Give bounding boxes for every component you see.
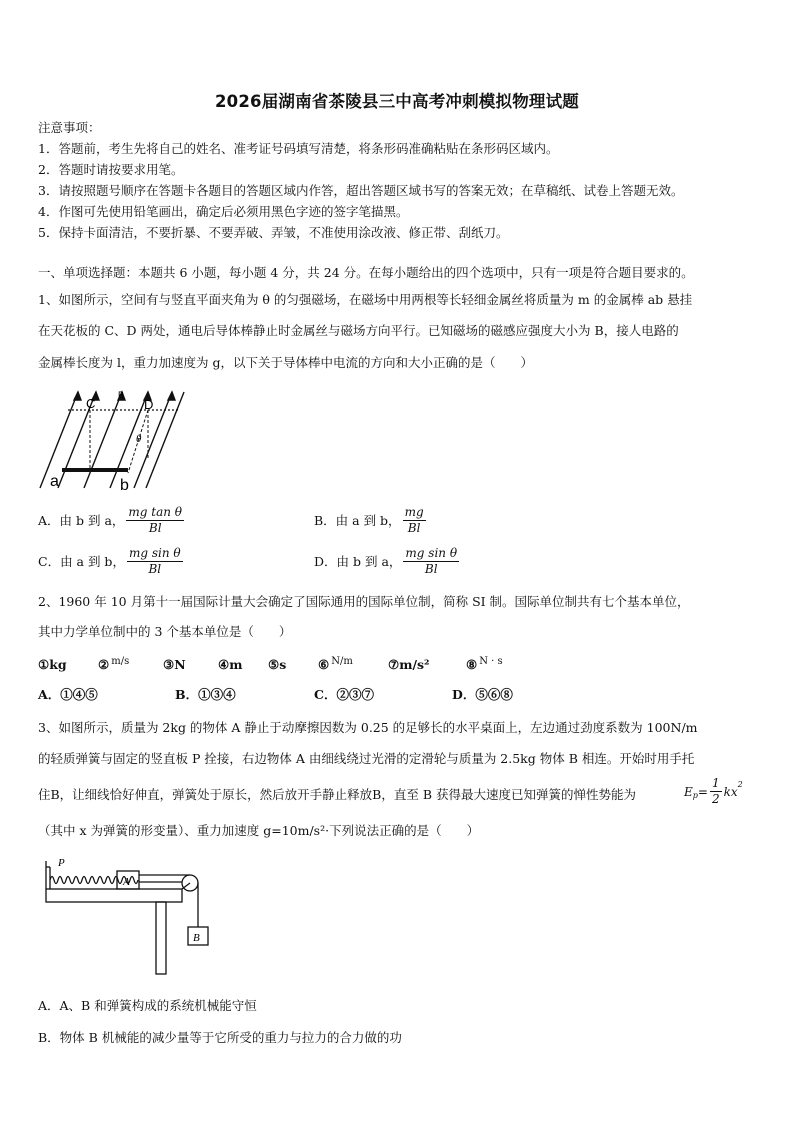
denominator: Bl [148, 521, 162, 535]
denominator: 2 [711, 792, 720, 806]
numerator: 1 [711, 776, 720, 790]
q2-text-line: 其中力学单位制中的 3 个基本单位是（ ） [38, 624, 292, 639]
notice-item: 2．答题时请按要求用笔。 [38, 162, 184, 177]
q2-option-d[interactable]: D．⑤⑥⑧ [452, 687, 513, 702]
unit-item: ⑦m/s² [388, 657, 430, 672]
q1-option-b[interactable] [314, 505, 428, 536]
numerator: mg sin θ [405, 546, 458, 560]
label-a: A [123, 876, 130, 888]
unit-item: ② $^{m/s}$ [98, 656, 130, 672]
denominator: Bl [424, 562, 438, 576]
q3-text-line: （其中 x 为弹簧的形变量）、重力加速度 g=10m/s²·下列说法正确的是（ ） [38, 823, 480, 838]
formula-rhs: kx [723, 784, 738, 799]
q1-option-a[interactable] [38, 505, 186, 536]
q1-text-line: 1、如图所示，空间有与竖直平面夹角为 θ 的匀强磁场，在磁场中用两根等长轻细金属丝将质量为 m 的金属棒 ab 悬挂 [38, 292, 693, 307]
q2-text-line: 2、1960 年 10 月第十一届国际计量大会确定了国际通用的国际单位制，简称 SI 制。国际单位制共有七个基本单位， [38, 594, 690, 609]
q3-text-line: 住B，让细线恰好伸直，弹簧处于原长，然后放开手静止释放B，直至 B 获得最大速度已知弹簧的惮性势能为 [38, 787, 637, 802]
label-d: D [144, 397, 154, 412]
fraction [126, 505, 184, 536]
q3-option-a[interactable]: A．A、B 和弹簧构成的系统机械能守恒 [38, 998, 257, 1013]
page-title: 2026届湖南省茶陵县三中高考冲刺模拟物理试题 [214, 92, 580, 111]
q3-spring-pulley-figure [40, 853, 210, 977]
q1-text-line: 金属棒长度为 l，重力加速度为 g，以下关于导体棒中电流的方向和大小正确的是（ ） [38, 355, 533, 370]
fraction [403, 546, 459, 577]
section-heading: 一、单项选择题：本题共 6 小题，每小题 4 分，共 24 分。在每小题给出的四个选项中，只有一项是符合题目要求的。 [38, 265, 694, 280]
option-label: C．由 a 到 b， [38, 553, 125, 569]
label-theta: θ [136, 433, 142, 445]
q2-option-c[interactable]: C．②③⑦ [314, 687, 374, 702]
unit-item: ⑧ $^{N \cdot s}$ [466, 656, 503, 672]
notice-item: 3．请按照题号顺序在答题卡各题目的答题区域内作答，超出答题区域书写的答案无效；在草稿纸、试卷上答题无效。 [38, 183, 684, 198]
q1-magnetic-field-figure [38, 388, 188, 494]
label-b-field: B [118, 390, 125, 400]
q3-option-b[interactable]: B．物体 B 机械能的减少量等于它所受的重力与拉力的合力做的功 [38, 1030, 402, 1045]
q2-option-b[interactable]: B．①③④ [175, 687, 236, 702]
notice-heading: 注意事项： [38, 120, 101, 135]
elastic-energy-formula [684, 776, 743, 807]
q3-text-line: 3、如图所示，质量为 2kg 的物体 A 静止于动摩擦因数为 0.25 的足够长的水平桌面上，左边通过劲度系数为 100N/m [38, 720, 698, 735]
numerator: mg [404, 505, 424, 519]
formula-lhs: E [684, 784, 693, 799]
option-label: B．由 a 到 b， [314, 512, 401, 528]
q1-option-c[interactable] [38, 546, 185, 577]
label-b: b [120, 477, 129, 494]
unit-item: ④m [218, 657, 243, 672]
numerator: mg tan θ [128, 505, 183, 519]
label-b: B [193, 932, 200, 944]
formula-sup: 2 [737, 780, 743, 789]
q1-text-line: 在天花板的 C、D 两处，通电后导体棒静止时金属丝与磁场方向平行。已知磁场的磁感应强度大小为 B，接人电路的 [38, 323, 679, 338]
q1-option-d[interactable] [314, 546, 461, 577]
formula-sub: p [692, 791, 698, 800]
option-label: A．由 b 到 a， [38, 512, 125, 528]
option-label: D．由 b 到 a， [314, 553, 402, 569]
notice-item: 1．答题前，考生先将自己的姓名、准考证号码填写清楚，将条形码准确粘贴在条形码区域内。 [38, 141, 559, 156]
q2-option-a[interactable]: A．①④⑤ [38, 687, 98, 702]
label-p: P [58, 857, 65, 869]
label-a: a [50, 473, 59, 490]
unit-item: ③N [163, 657, 186, 672]
denominator: Bl [407, 521, 421, 535]
unit-item: ⑥ $^{N/m}$ [318, 656, 353, 672]
fraction [403, 505, 426, 536]
unit-item: ⑤s [268, 657, 287, 672]
label-c: C [86, 396, 96, 411]
formula-eq: = [697, 784, 708, 799]
unit-item: ①kg [38, 657, 67, 672]
numerator: mg sin θ [128, 546, 181, 560]
notice-item: 5．保持卡面清洁，不要折暴、不要弄破、弄皱，不准使用涂改液、修正带、刮纸刀。 [38, 225, 509, 240]
notice-item: 4．作图可先使用铅笔画出，确定后必须用黑色字迹的签字笔描黑。 [38, 204, 409, 219]
fraction [127, 546, 183, 577]
fraction [710, 776, 722, 807]
q3-text-line: 的轻质弹簧与固定的竖直板 P 拴接，右边物体 A 由细线绕过光滑的定滑轮与质量为 2.5kg 物体 B 相连。开始时用手托 [38, 751, 695, 766]
denominator: Bl [148, 562, 162, 576]
